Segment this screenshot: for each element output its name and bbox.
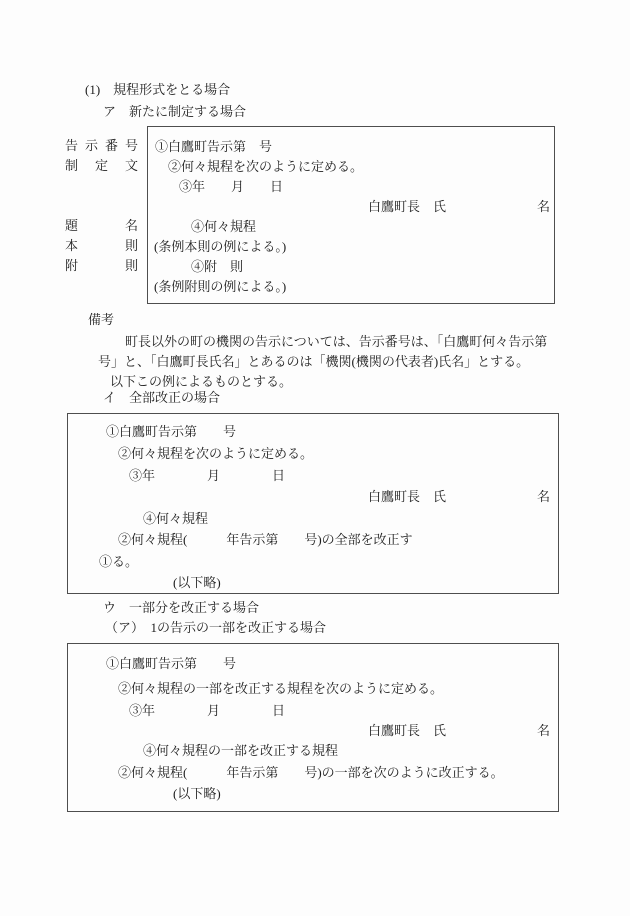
box3-line-omission-note: (以下略) [173,786,221,801]
box2-line-mayor-signature: 白鷹町長 氏 名 [368,489,551,504]
box1-line-date: ③年 月 日 [179,179,284,194]
box2-line-revision-sentence-cont: ①る。 [99,554,139,569]
box1-line-supplementary-heading: ④附 則 [191,259,244,274]
side-label-supplementary-provisions: 附則 [65,258,138,273]
box2-line-date: ③年 月 日 [129,468,286,483]
side-label-notice-number: 告示番号 [65,138,138,153]
box2-line-regulation-title: ④何々規程 [143,511,209,526]
remarks-line-2: 号」と、「白鷹町長氏名」とあるのは「機関(機関の代表者)氏名」とする。 [98,354,530,369]
box3-line-mayor-signature: 白鷹町長 氏 名 [368,723,551,738]
box1-line-main-provisions-note: (条例本則の例による。) [154,239,287,254]
box1-line-enactment-sentence: ②何々規程を次のように定める。 [168,159,364,174]
box3-line-enactment-sentence: ②何々規程の一部を改正する規程を次のように定める。 [118,681,444,696]
box1-line-mayor-signature: 白鷹町長 氏 名 [368,199,551,214]
example-box-full-revision [67,413,559,594]
example-box-new-enactment [147,126,555,304]
subheading-a-new-enactment: ア 新たに制定する場合 [103,104,247,119]
box3-line-notice-number: ①白鷹町告示第 号 [106,656,237,671]
remarks-heading: 備考 [88,312,115,327]
remarks-line-3: 以下この例によるものとする。 [110,374,293,389]
box2-line-revision-sentence: ②何々規程( 年告示第 号)の全部を改正す [118,532,413,547]
subheading-u-a-single-notice: （ア） 1の告示の一部を改正する場合 [105,620,327,635]
box3-line-date: ③年 月 日 [129,703,286,718]
box2-line-omission-note: (以下略) [173,575,221,590]
side-label-title: 題名 [65,218,138,233]
box1-line-regulation-title: ④何々規程 [191,219,257,234]
box1-line-supplementary-note: (条例附則の例による。) [154,279,287,294]
example-box-partial-revision [67,643,559,812]
subheading-u-partial-revision: ウ 一部分を改正する場合 [103,600,260,615]
box2-line-enactment-sentence: ②何々規程を次のように定める。 [118,446,314,461]
side-label-enactment-text: 制定文 [65,158,138,173]
box2-line-notice-number: ①白鷹町告示第 号 [106,424,237,439]
subheading-i-full-revision: イ 全部改正の場合 [103,390,221,405]
section-heading: (1) 規程形式をとる場合 [85,82,231,97]
side-label-main-provisions: 本則 [65,238,138,253]
box1-line-notice-number: ①白鷹町告示第 号 [155,139,273,154]
box3-line-regulation-title: ④何々規程の一部を改正する規程 [143,743,339,758]
remarks-line-1: 町長以外の町の機関の告示については、告示番号は、「白鷹町何々告示第 [125,334,548,349]
box3-line-revision-sentence: ②何々規程( 年告示第 号)の一部を次のように改正する。 [118,765,504,780]
